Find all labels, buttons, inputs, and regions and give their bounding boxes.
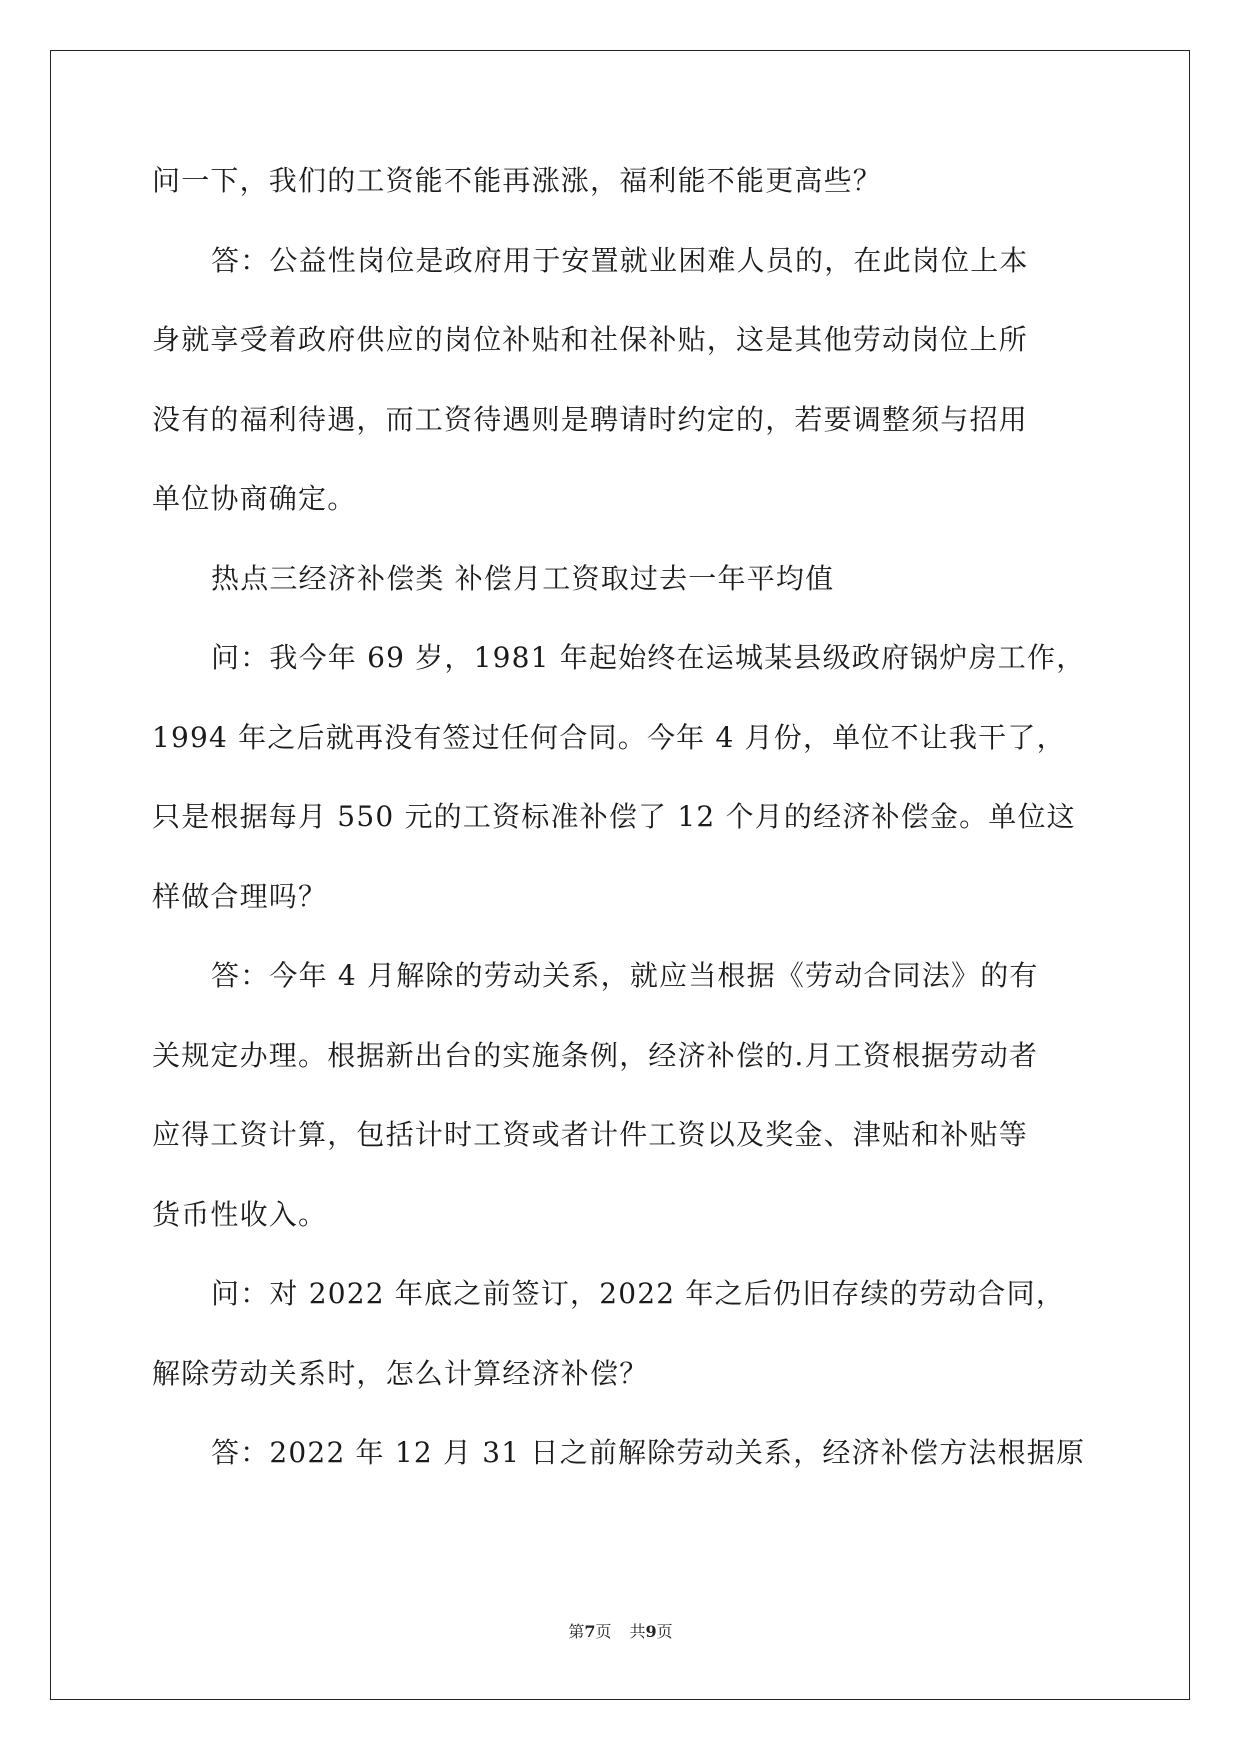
total-pages-number: 9 [645,1622,657,1641]
text-line: 货币性收入。 [152,1197,328,1231]
text-line: 只是根据每月 550 元的工资标准补偿了 12 个月的经济补偿金。单位这 [152,800,1076,833]
paragraph-answer-start: 答：2022 年 12 月 31 日之前解除劳动关系，经济补偿方法根据原 [211,1436,1086,1469]
text-line: 身就享受着政府供应的岗位补贴和社保补贴，这是其他劳动岗位上所 [152,323,1029,356]
text-line: 样做合理吗？ [152,879,328,913]
paragraph-answer-start: 答：公益性岗位是政府用于安置就业困难人员的，在此岗位上本 [211,243,1029,277]
paragraph-question-start: 问：我今年 69 岁，1981 年起始终在运城某县级政府锅炉房工作， [211,641,1086,674]
text-line: 关规定办理。根据新出台的实施条例，经济补偿的.月工资根据劳动者 [152,1038,1039,1072]
page-prefix: 第 [568,1622,585,1641]
text-line: 没有的福利待遇，而工资待遇则是聘请时约定的，若要调整须与招用 [152,402,1029,436]
current-page-number: 7 [584,1622,596,1641]
document-body [152,165,1096,1517]
text-line: 单位协商确定。 [152,482,357,515]
text-line: 问一下，我们的工资能不能再涨涨，福利能不能更高些？ [152,164,883,197]
paragraph-answer-start: 答：今年 4 月解除的劳动关系，就应当根据《劳动合同法》的有 [211,959,1039,992]
total-prefix: 共 [629,1622,646,1641]
section-heading: 热点三经济补偿类 补偿月工资取过去一年平均值 [211,561,835,595]
text-line: 应得工资计算，包括计时工资或者计件工资以及奖金、津贴和补贴等 [152,1118,1029,1151]
page-footer [0,1622,1241,1642]
paragraph-question-start: 问：对 2022 年底之前签订，2022 年之后仍旧存续的劳动合同， [211,1277,1066,1310]
page-suffix: 页 [595,1622,612,1641]
total-suffix: 页 [656,1622,673,1641]
text-line: 1994 年之后就再没有签过任何合同。今年 4 月份，单位不让我干了， [152,720,1066,754]
text-line: 解除劳动关系时，怎么计算经济补偿？ [152,1356,649,1390]
